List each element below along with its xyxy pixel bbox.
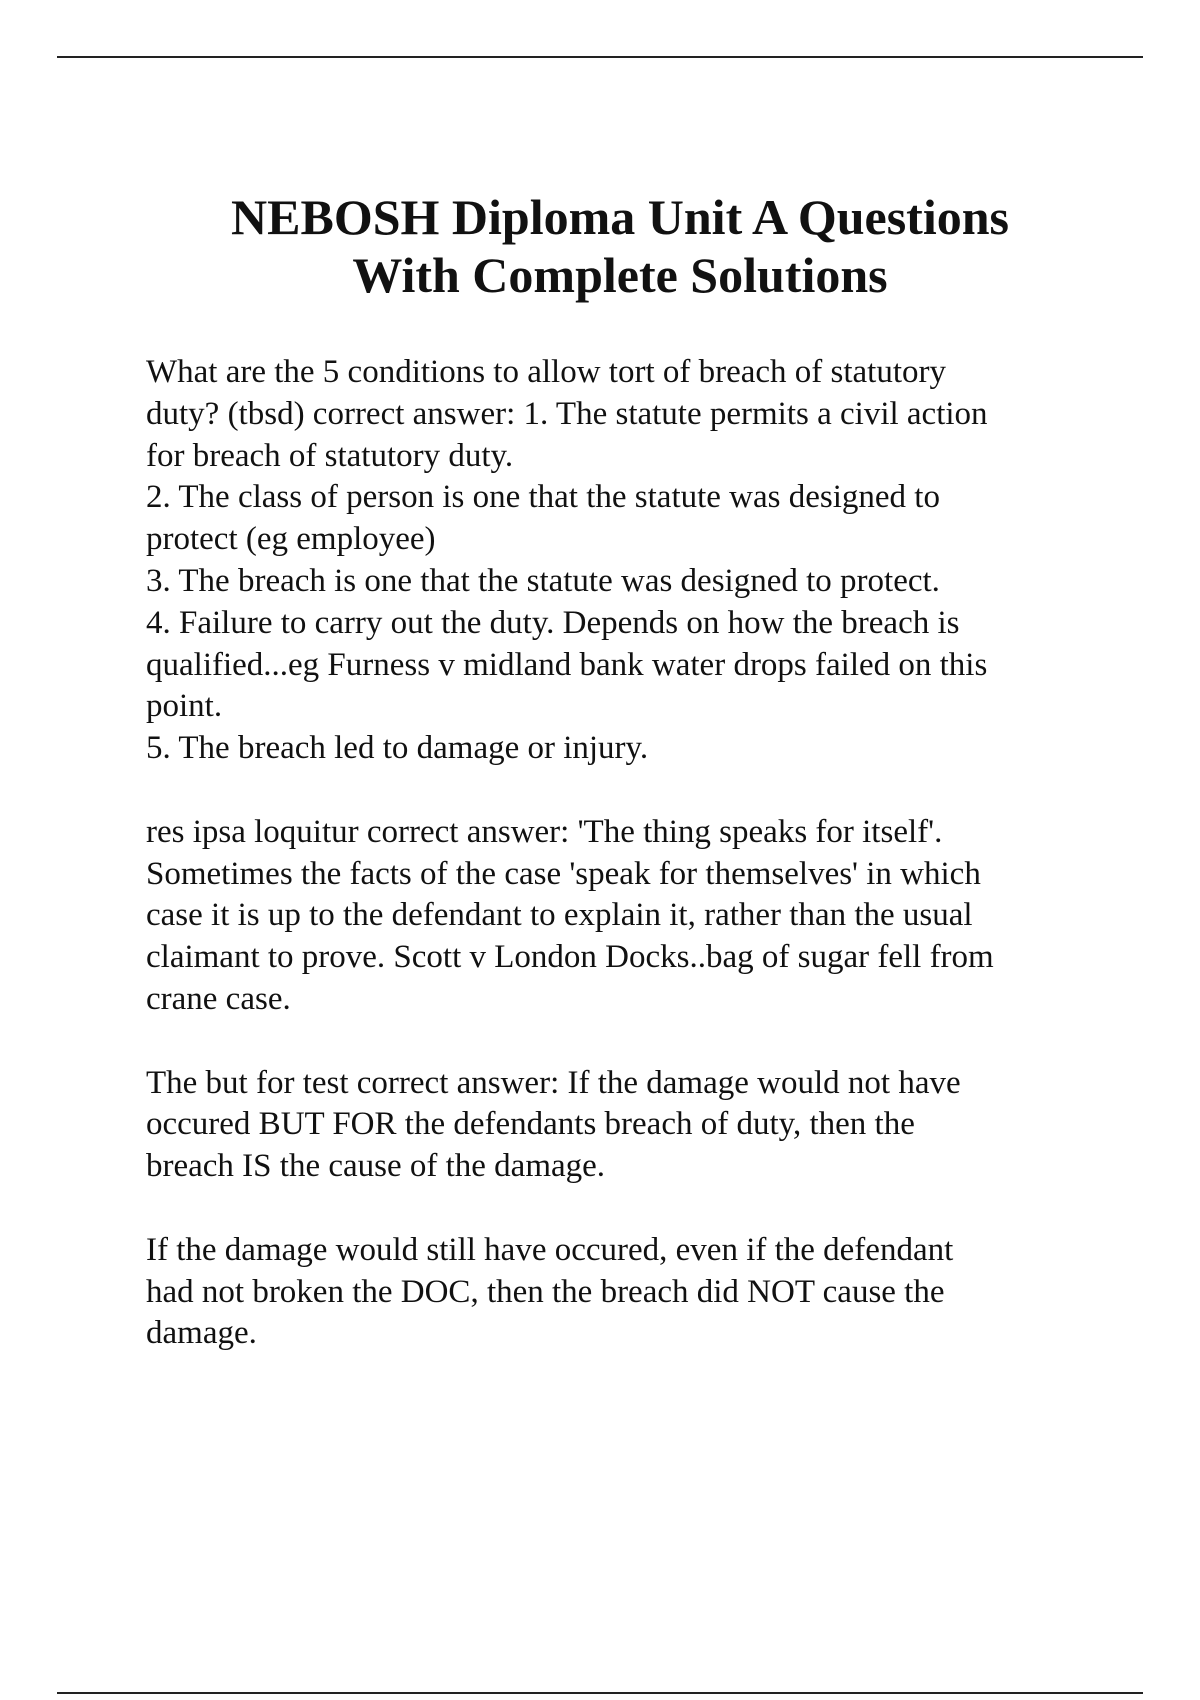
text-line: What are the 5 conditions to allow tort of breach of statutory <box>146 354 947 390</box>
document-title <box>60 188 1180 304</box>
text-line: duty? (tbsd) correct answer: 1. The statute permits a civil action <box>146 395 988 432</box>
text-line: res ipsa loquitur correct answer: 'The thing speaks for itself'. <box>146 813 943 850</box>
qa-block-but-for-continued <box>146 1230 1146 1355</box>
text-line: 5. The breach led to damage or injury. <box>146 730 649 767</box>
footer-rule <box>57 1692 1143 1694</box>
text-line: 2. The class of person is one that the statute was designed to <box>146 479 940 516</box>
document-body <box>146 352 1146 1355</box>
paragraph-gap <box>146 770 1146 812</box>
text-line: The but for test correct answer: If the damage would not have <box>146 1064 961 1101</box>
text-line: qualified...eg Furness v midland bank water drops failed on this <box>146 646 988 683</box>
text-line: damage. <box>146 1315 257 1352</box>
text-line: Sometimes the facts of the case 'speak for themselves' in which <box>146 855 981 892</box>
text-line: occured BUT FOR the defendants breach of duty, then the <box>146 1106 915 1143</box>
text-line: If the damage would still have occured, even if the defendant <box>146 1231 954 1268</box>
text-line: 4. Failure to carry out the duty. Depends on how the breach is <box>146 604 960 641</box>
qa-block-but-for-test <box>146 1063 1146 1188</box>
text-line: breach IS the cause of the damage. <box>146 1148 606 1185</box>
text-line: had not broken the DOC, then the breach did NOT cause the <box>146 1273 945 1310</box>
text-line: claimant to prove. Scott v London Docks..bag of sugar fell from <box>146 939 994 976</box>
text-line: case it is up to the defendant to explain it, rather than the usual <box>146 897 973 934</box>
qa-block-res-ipsa-loquitur <box>146 812 1146 1021</box>
text-line: for breach of statutory duty. <box>146 437 514 474</box>
text-line: protect (eg employee) <box>146 521 436 558</box>
text-line: 3. The breach is one that the statute was designed to protect. <box>146 562 940 599</box>
qa-block-tort-conditions <box>146 352 1146 770</box>
header-rule <box>57 56 1143 58</box>
title-line-1: NEBOSH Diploma Unit A Questions <box>231 189 1009 245</box>
text-line: point. <box>146 688 223 725</box>
paragraph-gap <box>146 1021 1146 1063</box>
paragraph-gap <box>146 1188 1146 1230</box>
title-line-2: With Complete Solutions <box>352 247 888 303</box>
text-line: crane case. <box>146 980 291 1017</box>
